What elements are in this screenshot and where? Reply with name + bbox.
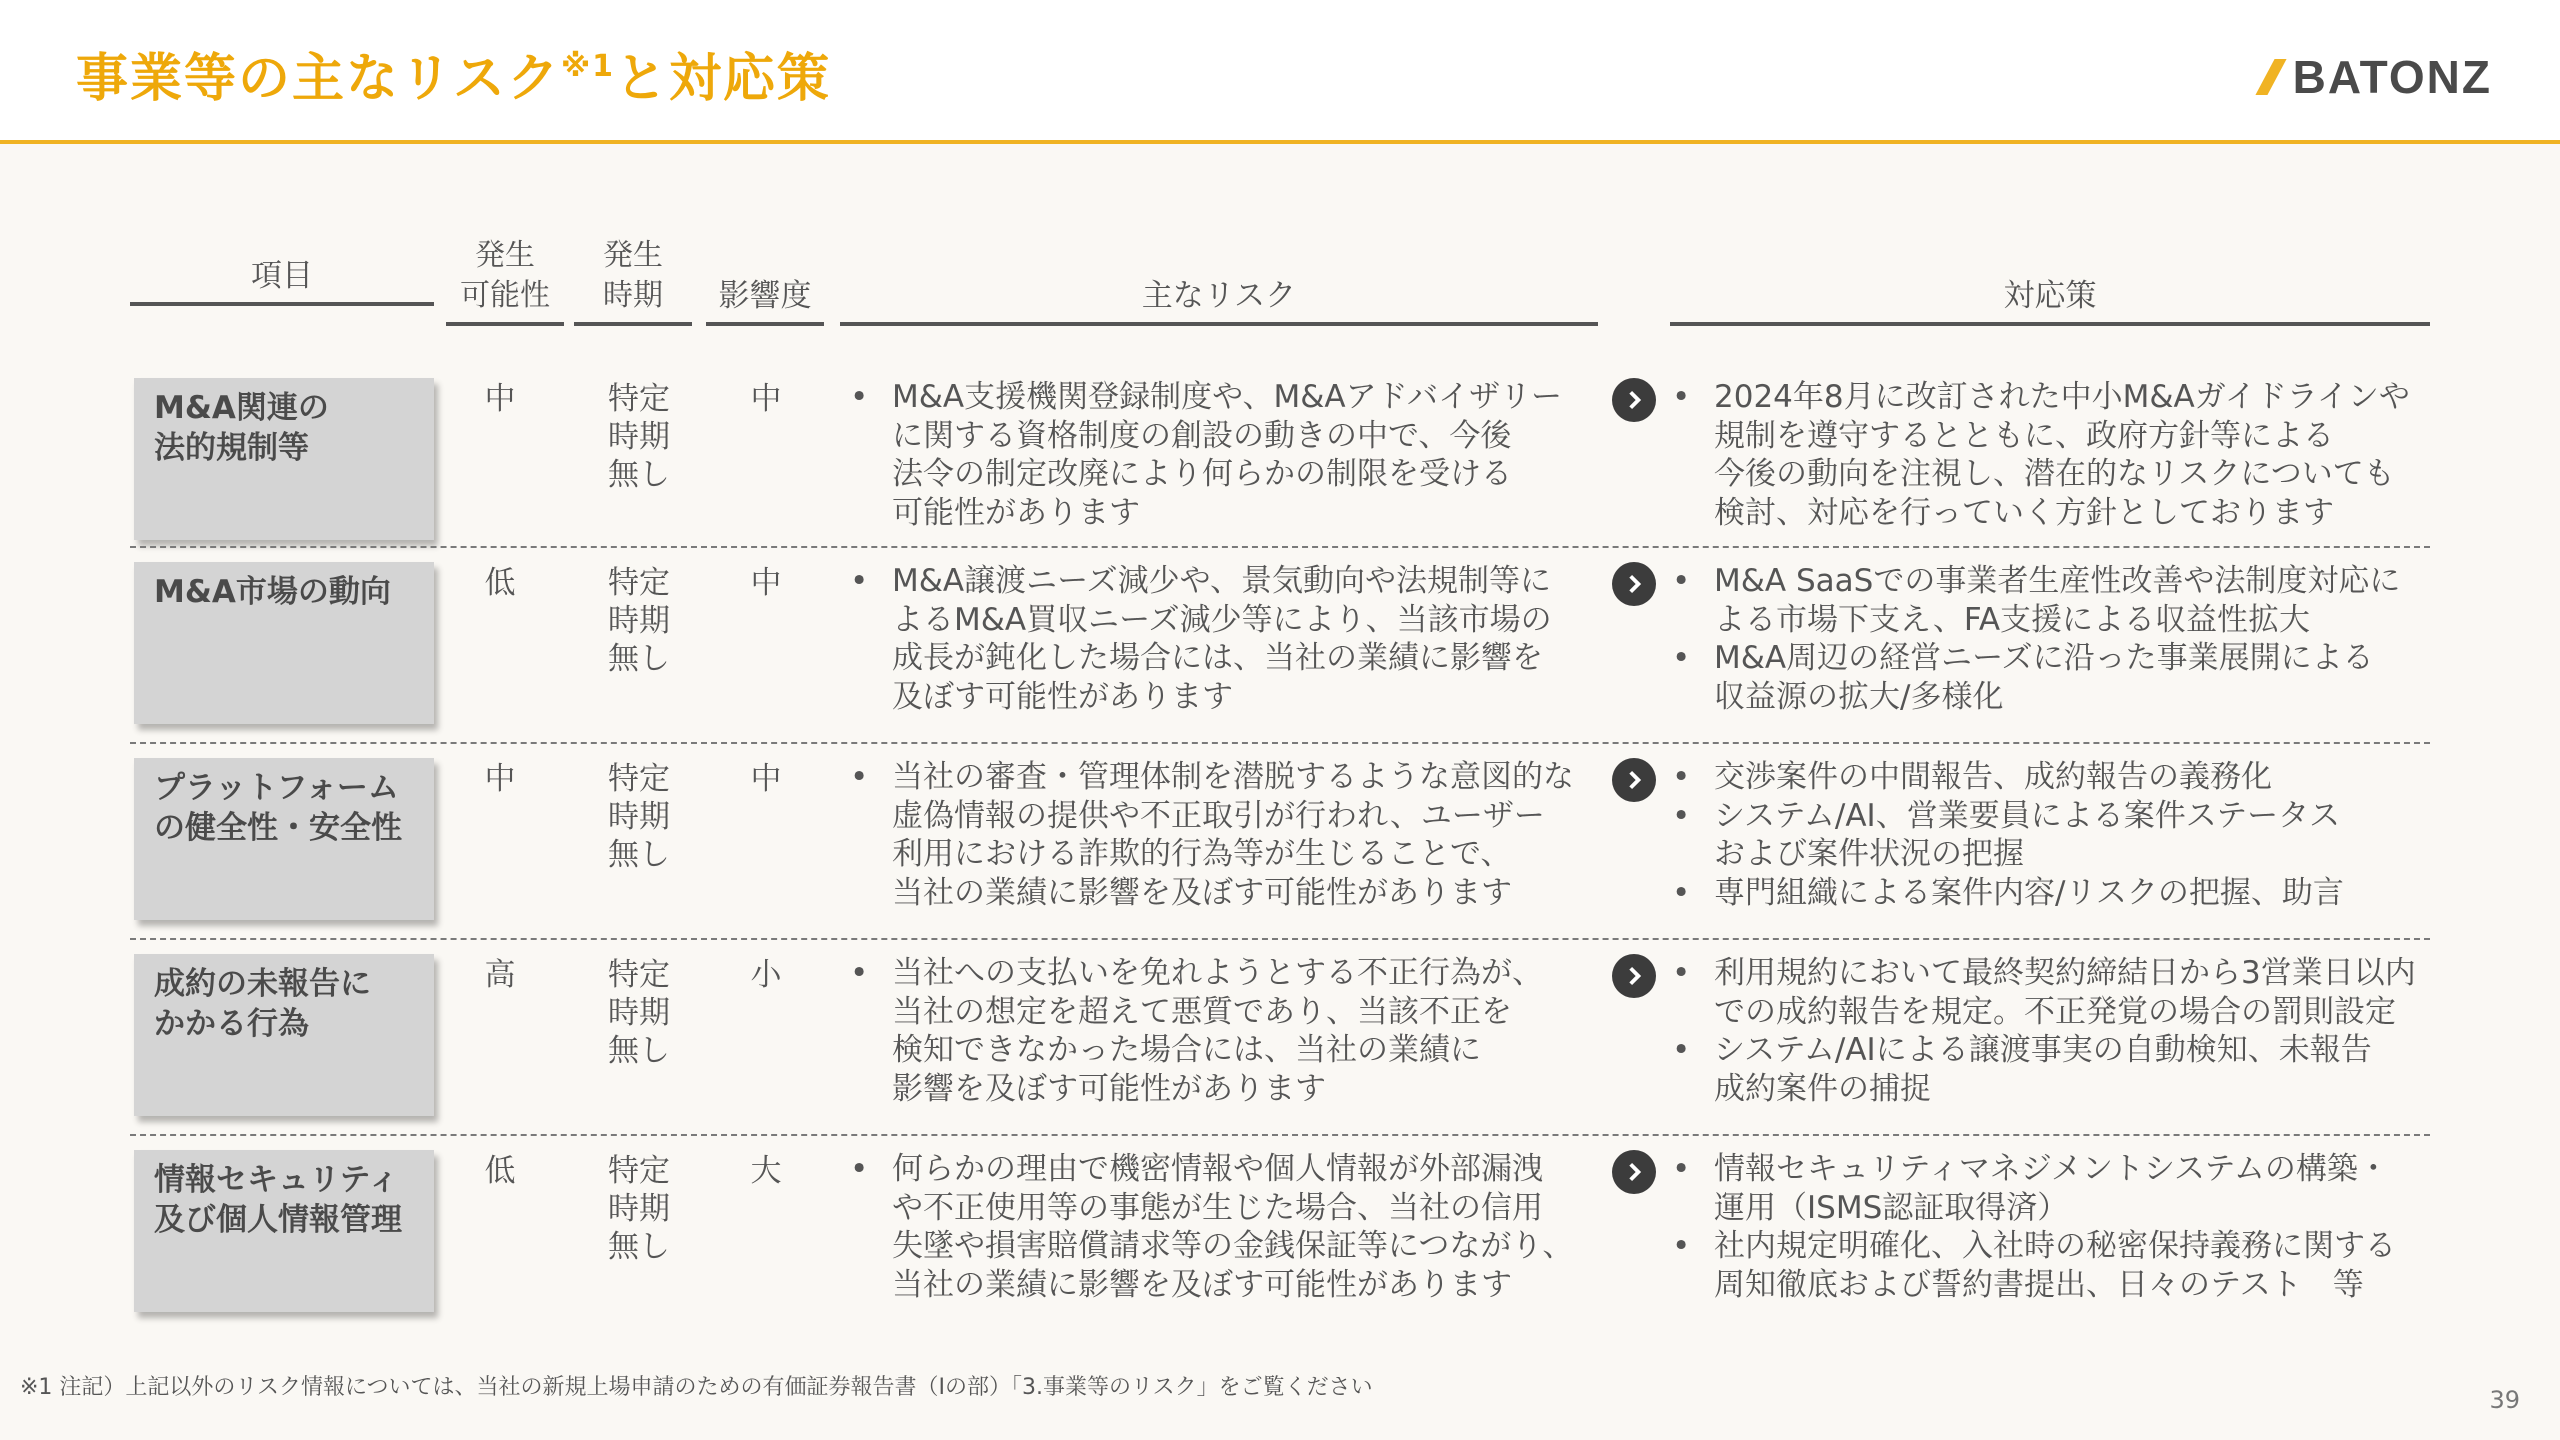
impact-value: 小 xyxy=(750,957,782,993)
page-title xyxy=(76,36,831,111)
table-row xyxy=(130,938,2430,1136)
column-header-risk: 主なリスク xyxy=(840,276,1598,326)
item-box xyxy=(134,954,434,1116)
column-header-probability: 発生 可能性 xyxy=(446,236,564,326)
risk-list xyxy=(848,758,1608,912)
footnote: ※1 注記）上記以外のリスク情報については、当社の新規上場申請のための有価証券報告書（Ⅰの部）「3.事業等のリスク」をご覧ください xyxy=(20,1375,1373,1400)
risk-item: • 当社への支払いを免れようとする不正行為が、 当社の想定を超えて悪質であり、当該不正を 検知できなかった場合には、当社の業績に 影響を及ぼす可能性があります xyxy=(848,954,1608,1108)
risk-list xyxy=(848,1150,1608,1304)
table-row xyxy=(130,364,2430,560)
title-footnote-mark: ※1 xyxy=(560,49,616,84)
countermeasure-list xyxy=(1670,758,2450,912)
timing-value: 特定 時期 無し xyxy=(608,957,670,1069)
item-label: M&A関連の 法的規制等 xyxy=(154,390,329,466)
impact-value: 中 xyxy=(750,381,782,417)
page-number: 39 xyxy=(2489,1386,2520,1414)
countermeasure-item: • 社内規定明確化、入社時の秘密保持義務に関する 周知徹底および誓約書提出、日々のテスト 等 xyxy=(1670,1227,2450,1304)
impact-value: 中 xyxy=(750,761,782,797)
chevron-right-circle-icon xyxy=(1612,1150,1656,1194)
item-box xyxy=(134,562,434,724)
table-row xyxy=(130,742,2430,940)
countermeasure-item: • 交渉案件の中間報告、成約報告の義務化 xyxy=(1670,758,2450,797)
item-label: 情報セキュリティ 及び個人情報管理 xyxy=(154,1162,402,1238)
chevron-right-circle-icon xyxy=(1612,378,1656,422)
batonz-logo xyxy=(2265,50,2492,104)
countermeasure-item: • システム/AIによる譲渡事実の自動検知、未報告 成約案件の捕捉 xyxy=(1670,1031,2450,1108)
item-box xyxy=(134,758,434,920)
column-header-timing: 発生 時期 xyxy=(574,236,692,326)
timing-value: 特定 時期 無し xyxy=(608,1153,670,1265)
impact-value: 中 xyxy=(750,565,782,601)
countermeasure-list xyxy=(1670,1150,2450,1304)
table-row xyxy=(130,1134,2430,1332)
probability-value: 低 xyxy=(484,565,516,601)
item-label: プラットフォーム の健全性・安全性 xyxy=(154,770,402,846)
countermeasure-item: • 専門組織による案件内容/リスクの把握、助言 xyxy=(1670,874,2450,913)
item-box xyxy=(134,378,434,540)
column-header-impact: 影響度 xyxy=(706,276,824,326)
risk-item: • 当社の審査・管理体制を潜脱するような意図的な 虚偽情報の提供や不正取引が行われ、ユーザー 利用における詐欺的行為等が生じることで、 当社の業績に影響を及ぼす可能性があります xyxy=(848,758,1608,912)
chevron-right-circle-icon xyxy=(1612,758,1656,802)
countermeasure-list xyxy=(1670,954,2450,1108)
risk-item: • M&A譲渡ニーズ減少や、景気動向や法規制等に よるM&A買収ニーズ減少等により、当該市場の 成長が鈍化した場合には、当社の業績に影響を 及ぼす可能性があります xyxy=(848,562,1608,716)
timing-value: 特定 時期 無し xyxy=(608,761,670,873)
probability-value: 中 xyxy=(484,761,516,797)
risk-list xyxy=(848,954,1608,1108)
countermeasure-item: • システム/AI、営業要員による案件ステータス および案件状況の把握 xyxy=(1670,797,2450,874)
logo-text: BATONZ xyxy=(2292,51,2492,103)
timing-value: 特定 時期 無し xyxy=(608,381,670,493)
logo-slash-icon xyxy=(2255,59,2286,95)
column-header-countermeasure: 対応策 xyxy=(1670,276,2430,326)
column-header-item: 項目 xyxy=(130,256,434,306)
title-main: 事業等の主なリスク xyxy=(76,49,561,109)
timing-value: 特定 時期 無し xyxy=(608,565,670,677)
risk-item: • 何らかの理由で機密情報や個人情報が外部漏洩 や不正使用等の事態が生じた場合、当社の信用 失墜や損害賠償請求等の金銭保証等につながり、 当社の業績に影響を及ぼす可能性があります xyxy=(848,1150,1608,1304)
item-label: 成約の未報告に かかる行為 xyxy=(154,966,371,1042)
item-label: M&A市場の動向 xyxy=(154,574,391,610)
impact-value: 大 xyxy=(750,1153,782,1189)
probability-value: 中 xyxy=(484,381,516,417)
chevron-right-circle-icon xyxy=(1612,562,1656,606)
countermeasure-item: • 2024年8月に改訂された中小M&Aガイドラインや 規制を遵守するとともに、政府方針等による 今後の動向を注視し、潜在的なリスクについても 検討、対応を行っていく方針としております xyxy=(1670,378,2450,532)
risk-list xyxy=(848,562,1608,716)
title-tail: と対応策 xyxy=(615,49,832,109)
risk-list xyxy=(848,378,1608,532)
slide-header xyxy=(0,0,2560,144)
countermeasure-item: • 情報セキュリティマネジメントシステムの構築・ 運用（ISMS認証取得済） xyxy=(1670,1150,2450,1227)
countermeasure-item: • M&A周辺の経営ニーズに沿った事業展開による 収益源の拡大/多様化 xyxy=(1670,639,2450,716)
table-row xyxy=(130,546,2430,744)
item-box xyxy=(134,1150,434,1312)
probability-value: 低 xyxy=(484,1153,516,1189)
risk-item: • M&A支援機関登録制度や、M&Aアドバイザリー に関する資格制度の創設の動きの中で、今後 法令の制定改廃により何らかの制限を受ける 可能性があります xyxy=(848,378,1608,532)
probability-value: 高 xyxy=(484,957,516,993)
countermeasure-list xyxy=(1670,378,2450,532)
countermeasure-item: • M&A SaaSでの事業者生産性改善や法制度対応に よる市場下支え、FA支援による収益性拡大 xyxy=(1670,562,2450,639)
countermeasure-item: • 利用規約において最終契約締結日から3営業日以内 での成約報告を規定。不正発覚の場合の罰則設定 xyxy=(1670,954,2450,1031)
chevron-right-circle-icon xyxy=(1612,954,1656,998)
countermeasure-list xyxy=(1670,562,2450,716)
